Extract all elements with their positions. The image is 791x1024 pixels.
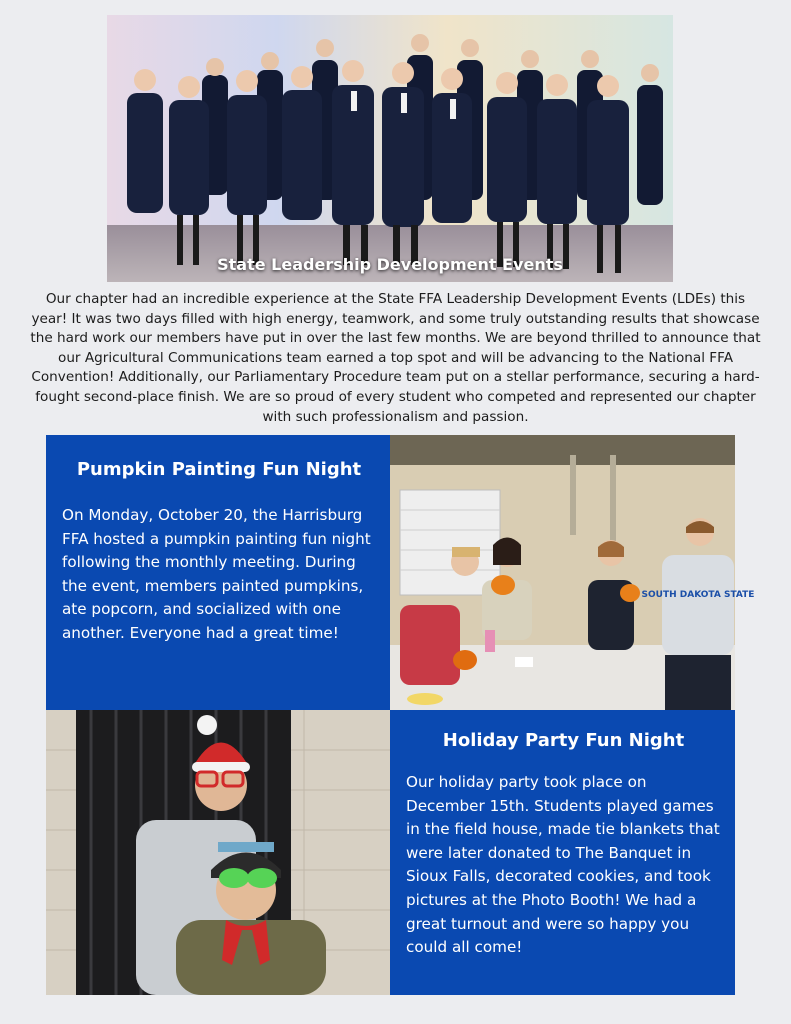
sweatshirt-text: SOUTH DAKOTA STATE	[641, 590, 755, 600]
holiday-party-card	[390, 710, 735, 995]
holiday-party-title: Holiday Party Fun Night	[442, 730, 685, 751]
pumpkin-painting-photo	[390, 435, 755, 710]
holiday-party-body: Our holiday party took place on December 15th. Students played games in the field house, made tie blankets that were later donated to The Banquet in Sioux Falls, decorated cookies, and took pictures at the Photo Booth! We had a great turnout and were so happy you could all come!	[406, 773, 720, 957]
pumpkin-night-card	[46, 435, 390, 710]
photo-caption: State Leadership Development Events	[217, 255, 563, 274]
photo-booth-image	[46, 710, 390, 995]
pumpkin-night-body: On Monday, October 20, the Harrisburg FFA hosted a pumpkin painting fun night following the monthly meeting. During the event, members painted pumpkins, ate popcorn, and socialized with one another. Everyone had a great time!	[62, 506, 371, 642]
state-lde-team-photo	[107, 15, 673, 282]
pumpkin-painting-image	[390, 435, 755, 710]
pumpkin-night-title: Pumpkin Painting Fun Night	[76, 459, 362, 480]
team-photo-image	[107, 15, 673, 282]
lde-summary-text: Our chapter had an incredible experience at the State FFA Leadership Development Events (LDEs) this year! It was two days filled with high energy, teamwork, and some truly outstanding results that showcase the hard work our members have put in over the last few months. We are beyond thrilled to announce that our Agricultural Communications team earned a top spot and will be advancing to the National FFA Convention! Additionally, our Parliamentary Procedure team put on a stellar performance, securing a hard-fought second-place finish. We are so proud of every student who competed and represented our chapter with such professionalism and passion.	[30, 291, 761, 425]
holiday-photo-booth-photo	[46, 710, 390, 995]
